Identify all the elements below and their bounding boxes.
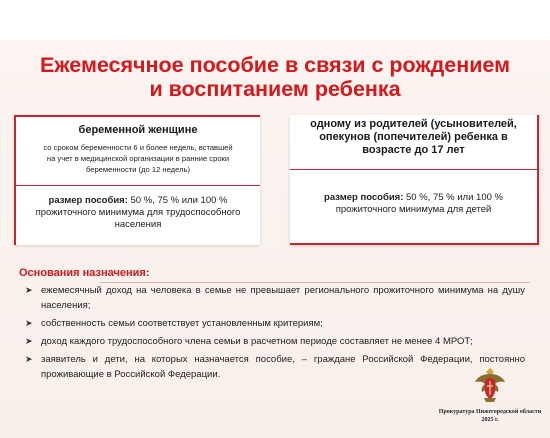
grounds-list bbox=[15, 283, 525, 385]
card-amount-line bbox=[290, 192, 537, 204]
arrow-bullet-icon: ➤ bbox=[25, 285, 33, 295]
arrow-bullet-icon: ➤ bbox=[25, 354, 33, 364]
card-amount-line bbox=[16, 195, 260, 207]
card-description bbox=[16, 142, 260, 175]
grounds-title: Основания назначения: bbox=[19, 267, 150, 279]
card-amount-line: населения bbox=[114, 219, 162, 230]
arrow-bullet-icon: ➤ bbox=[25, 336, 33, 346]
list-item-text: ежемесячный доход на человека в семье не превышает регионального прожиточного минимума на душу населения; bbox=[41, 285, 525, 311]
card-amount-line: прожиточного минимума для трудоспособного bbox=[35, 207, 241, 218]
list-item bbox=[15, 334, 525, 349]
card-amount bbox=[290, 192, 537, 216]
arrow-bullet-icon: ➤ bbox=[25, 318, 33, 328]
page-title-line-1: Ежемесячное пособие в связи с рождением bbox=[40, 53, 510, 77]
parent-card bbox=[290, 115, 539, 245]
list-item-text: заявитель и дети, на которых назначается пособие, – граждане Российской Федерации, постоянно проживающие в Российской Федерации. bbox=[41, 354, 525, 380]
footer-organization: Прокуратура Нижегородской области bbox=[438, 409, 542, 415]
card-heading: беременной женщине bbox=[78, 124, 198, 136]
card-amount bbox=[16, 195, 260, 231]
footer-year: 2025 г. bbox=[481, 417, 499, 423]
card-heading-line: опекунов (попечителей) ребенка в bbox=[319, 131, 508, 143]
card-amount-label: размер пособия: bbox=[48, 195, 128, 206]
list-item-text: доход каждого трудоспособного члена семьи в расчетном периоде составляет не менее 4 МРОТ; bbox=[41, 336, 473, 347]
card-description-line: беременности (до 12 недель) bbox=[85, 165, 191, 174]
card-divider bbox=[290, 169, 537, 170]
list-item bbox=[15, 352, 525, 382]
card-heading-line: возрасте до 17 лет bbox=[362, 144, 465, 156]
card-divider bbox=[16, 185, 260, 186]
top-band bbox=[0, 0, 550, 40]
card-description-line: на учет в медицинской организации в ранние сроки bbox=[46, 154, 230, 163]
footer bbox=[434, 408, 546, 424]
list-item bbox=[15, 316, 525, 331]
list-item-text: собственность семьи соответствует установленным критериям; bbox=[41, 318, 323, 329]
page-title-line-2: и воспитанием ребенка bbox=[149, 77, 401, 101]
card-amount-line: прожиточного минимума для детей bbox=[335, 204, 492, 215]
card-heading-line: одному из родителей (усыновителей, bbox=[310, 118, 517, 130]
pregnant-woman-card bbox=[14, 115, 260, 245]
card-amount-value: 50 %, 75 % или 100 % bbox=[130, 195, 228, 206]
prosecutor-emblem-icon bbox=[472, 364, 508, 404]
card-amount-label: размер пособия: bbox=[324, 192, 404, 203]
card-amount-value: 50 %, 75 % или 100 % bbox=[406, 192, 503, 203]
page-title bbox=[0, 53, 550, 101]
list-item bbox=[15, 283, 525, 313]
card-description-line: со сроком беременности 6 и более недель, вставшей bbox=[43, 143, 233, 152]
card-heading bbox=[290, 118, 537, 157]
